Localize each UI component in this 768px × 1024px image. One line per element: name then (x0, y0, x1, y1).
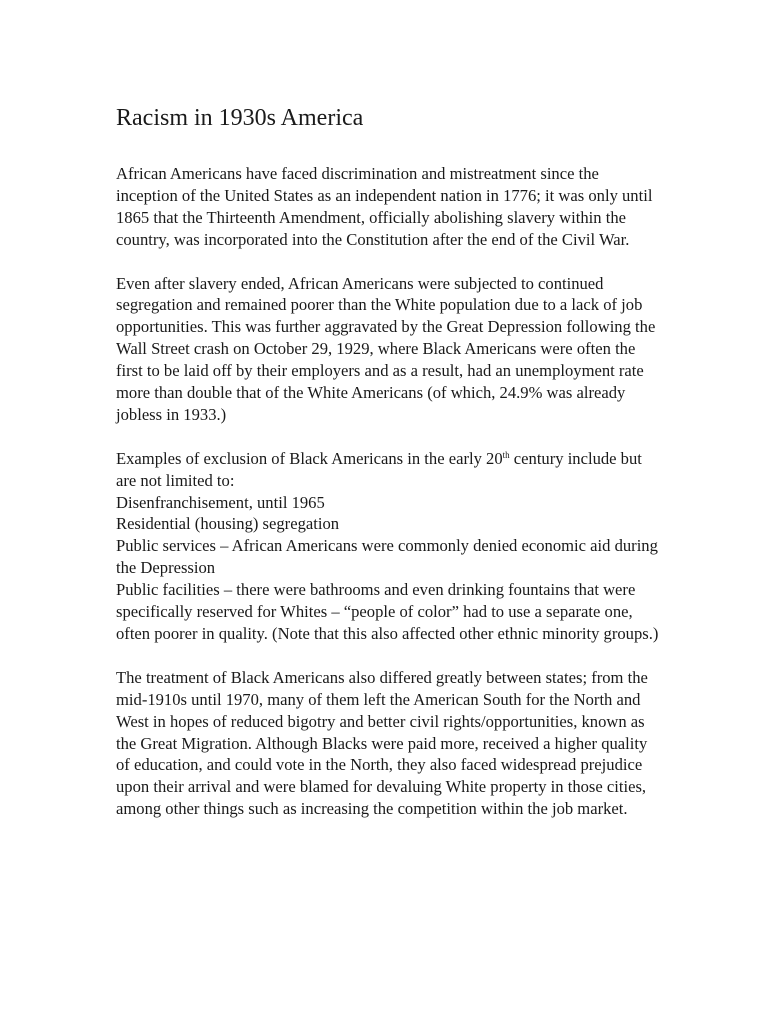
document-page (116, 103, 661, 842)
examples-intro (116, 448, 661, 492)
ordinal-suffix: th (502, 449, 510, 460)
examples-intro-text-end: century include but are not limited to: (116, 448, 642, 490)
paragraph-depression: Even after slavery ended, African Americans were subjected to continued segregation and remained poorer than the White population due to a lack of job opportunities. This was further aggravated by the Great Depression following the Wall Street crash on October 29, 1929, where Black Americans were often the first to be laid off by their employers and as a result, had an unemployment rate more than double that of the White Americans (of which, 24.9% was already jobless in 1933.) (116, 273, 656, 424)
examples-section (116, 448, 661, 645)
example-item: Public facilities – there were bathrooms and even drinking fountains that were specifically reserved for Whites – “people of color” had to use a separate one, often poorer in quality. (Note that this also affected other ethnic minority groups.) (116, 580, 659, 643)
example-item: Disenfranchisement, until 1965 (116, 492, 325, 512)
paragraph-history: African Americans have faced discrimination and mistreatment since the inception of the United States as an independent nation in 1776; it was only until 1865 that the Thirteenth Amendment, officially abolishing slavery within the country, was incorporated into the Constitution after the end of the Civil War. (116, 164, 653, 249)
document-title: Racism in 1930s America (116, 105, 364, 131)
examples-intro-text: Examples of exclusion of Black Americans in the early 20 (116, 448, 503, 468)
paragraph-migration: The treatment of Black Americans also differed greatly between states; from the mid-1910s until 1970, many of them left the American South for the North and West in hopes of reduced bigotry and better civil rights/opportunities, known as the Great Migration. Although Blacks were paid more, received a higher quality of education, and could vote in the North, they also faced widespread prejudice upon their arrival and were blamed for devaluing White property in those cities, among other things such as increasing the competition within the job market. (116, 667, 648, 819)
example-item: Public services – African Americans were commonly denied economic aid during the Depression (116, 536, 658, 578)
example-item: Residential (housing) segregation (116, 514, 340, 534)
